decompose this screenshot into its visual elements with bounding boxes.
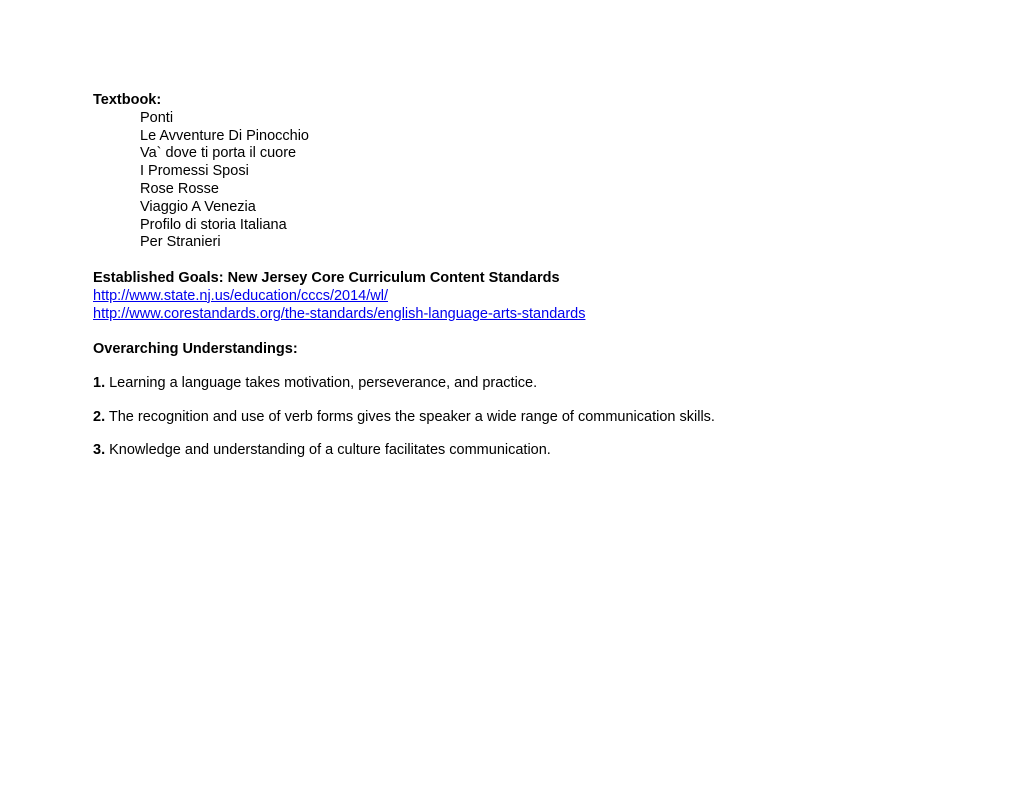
textbook-item: Per Stranieri [140, 234, 221, 251]
core-standards-link[interactable]: http://www.corestandards.org/the-standards/english-language-arts-standards [93, 305, 586, 322]
understanding-item [93, 409, 953, 427]
understanding-number: 1. [93, 374, 106, 391]
nj-standards-link[interactable]: http://www.state.nj.us/education/cccs/2014/wl/ [93, 287, 388, 304]
understanding-item [93, 442, 953, 460]
understanding-text: The recognition and use of verb forms gives the speaker a wide range of communication skills. [105, 408, 715, 425]
understanding-text: Learning a language takes motivation, perseverance, and practice. [105, 374, 538, 391]
textbook-heading: Textbook: [93, 92, 162, 108]
section-gap [93, 323, 953, 341]
document-page [93, 92, 953, 476]
understanding-number: 3. [93, 442, 106, 459]
textbook-list [140, 110, 953, 252]
textbook-item: Le Avventure Di Pinocchio [140, 127, 310, 144]
understanding-item [93, 375, 953, 393]
textbook-item: Viaggio A Venezia [140, 198, 256, 215]
goals-heading: Established Goals: New Jersey Core Curriculum Content Standards [93, 269, 560, 286]
textbook-item: Profilo di storia Italiana [140, 216, 287, 233]
section-gap [93, 252, 953, 270]
understandings-heading: Overarching Understandings: [93, 341, 298, 358]
textbook-item: I Promessi Sposi [140, 163, 249, 180]
understanding-number: 2. [93, 408, 106, 425]
understanding-text: Knowledge and understanding of a culture facilitates communication. [105, 442, 551, 459]
textbook-item: Ponti [140, 109, 174, 126]
goals-link-row [93, 288, 953, 306]
textbook-item: Rose Rosse [140, 180, 219, 197]
textbook-item: Va` dove ti porta il cuore [140, 145, 297, 162]
goals-link-row [93, 306, 953, 324]
section-gap [93, 359, 953, 375]
